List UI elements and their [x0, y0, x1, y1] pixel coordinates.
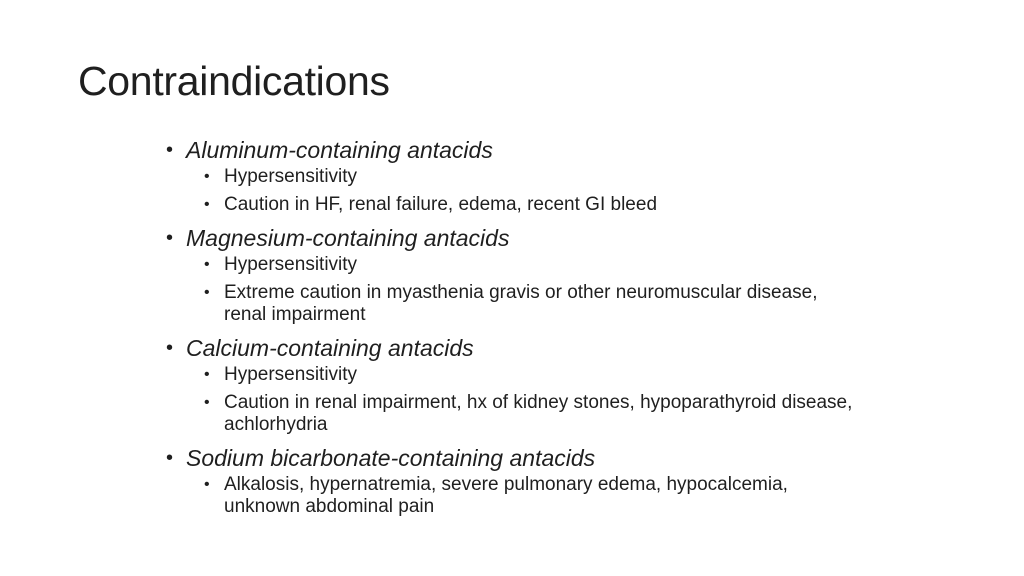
list-item — [204, 166, 864, 188]
list-item — [204, 364, 864, 386]
list-item — [204, 282, 864, 326]
bullet-icon: • — [204, 394, 210, 411]
bullet-icon: • — [204, 366, 210, 383]
list-item — [204, 194, 864, 216]
bullet-icon: • — [204, 476, 210, 493]
bullet-icon: • — [166, 337, 174, 359]
list-item — [204, 254, 864, 276]
bullet-icon: • — [204, 256, 210, 273]
list-item-calcium — [166, 334, 886, 436]
bullet-icon: • — [166, 227, 174, 249]
list-item — [204, 392, 864, 436]
group-heading: Calcium-containing antacids — [186, 335, 474, 361]
list-item-text: Extreme caution in myasthenia gravis or other neuromuscular disease, renal impairment — [224, 282, 818, 325]
bullet-icon: • — [204, 196, 210, 213]
bullet-list — [166, 136, 886, 526]
bullet-icon: • — [166, 139, 174, 161]
slide-title: Contraindications — [78, 58, 390, 104]
list-item — [204, 474, 864, 518]
list-item-text: Alkalosis, hypernatremia, severe pulmonary edema, hypocalcemia, unknown abdominal pain — [224, 474, 788, 517]
bullet-icon: • — [166, 447, 174, 469]
list-item-text: Caution in renal impairment, hx of kidney stones, hypoparathyroid disease, achlorhydria — [224, 392, 853, 435]
list-item-text: Hypersensitivity — [224, 166, 358, 187]
bullet-icon: • — [204, 168, 210, 185]
bullet-icon: • — [204, 284, 210, 301]
list-item-aluminum — [166, 136, 886, 216]
list-item-text: Caution in HF, renal failure, edema, recent GI bleed — [224, 194, 658, 215]
group-heading: Sodium bicarbonate-containing antacids — [186, 445, 596, 471]
list-item-text: Hypersensitivity — [224, 364, 358, 385]
group-heading: Magnesium-containing antacids — [186, 225, 510, 251]
list-item-sodium-bicarbonate — [166, 444, 886, 518]
group-heading: Aluminum-containing antacids — [186, 137, 493, 163]
list-item-text: Hypersensitivity — [224, 254, 358, 275]
list-item-magnesium — [166, 224, 886, 326]
